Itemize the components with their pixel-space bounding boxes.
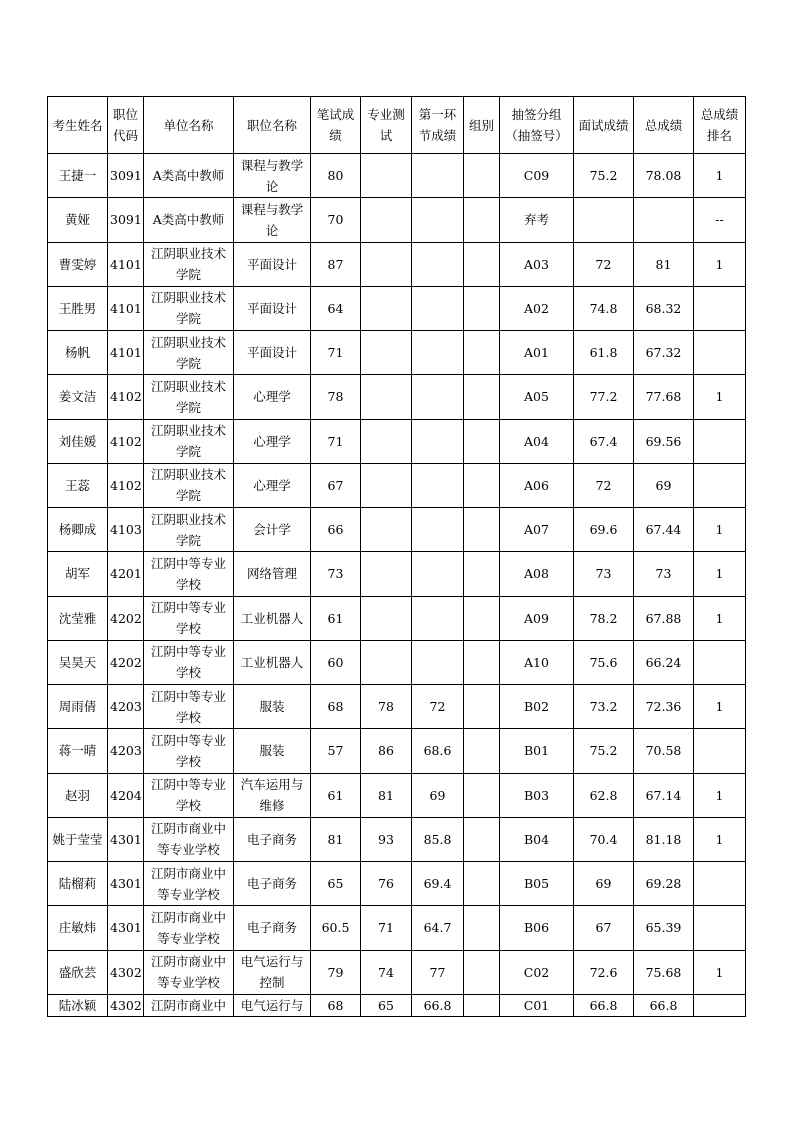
- table-cell: 71: [311, 419, 361, 463]
- table-cell: 平面设计: [234, 331, 311, 375]
- table-cell: 69.4: [412, 862, 464, 906]
- table-cell: 57: [311, 729, 361, 773]
- table-cell: 68.32: [634, 286, 694, 330]
- table-cell: 吴昊天: [48, 640, 108, 684]
- table-cell: 1: [694, 685, 746, 729]
- table-cell: B03: [500, 773, 574, 817]
- table-cell: [412, 286, 464, 330]
- table-cell: 王胜男: [48, 286, 108, 330]
- table-cell: 65: [361, 994, 412, 1016]
- table-cell: 61: [311, 773, 361, 817]
- table-row: [48, 994, 746, 1016]
- table-cell: 67.14: [634, 773, 694, 817]
- table-cell: 68: [311, 685, 361, 729]
- table-cell: [464, 154, 500, 198]
- table-cell: [361, 640, 412, 684]
- table-cell: 1: [694, 552, 746, 596]
- table-cell: 赵羽: [48, 773, 108, 817]
- table-cell: [464, 286, 500, 330]
- table-cell: 江阴职业技术学院: [144, 242, 234, 286]
- table-cell: 曹雯婷: [48, 242, 108, 286]
- table-cell: 电子商务: [234, 862, 311, 906]
- table-cell: A01: [500, 331, 574, 375]
- table-row: [48, 419, 746, 463]
- table-cell: 67.32: [634, 331, 694, 375]
- table-cell: 72.36: [634, 685, 694, 729]
- table-cell: 杨卿成: [48, 508, 108, 552]
- column-header: 总成绩: [634, 97, 694, 154]
- table-cell: B05: [500, 862, 574, 906]
- table-cell: [412, 552, 464, 596]
- table-cell: C01: [500, 994, 574, 1016]
- table-row: [48, 640, 746, 684]
- table-cell: 电气运行与: [234, 994, 311, 1016]
- table-cell: [361, 508, 412, 552]
- table-cell: 江阴中等专业学校: [144, 773, 234, 817]
- table-cell: 72: [412, 685, 464, 729]
- table-cell: 76: [361, 862, 412, 906]
- table-cell: 71: [361, 906, 412, 950]
- table-cell: [412, 198, 464, 242]
- table-cell: [464, 463, 500, 507]
- table-cell: 72: [574, 463, 634, 507]
- table-cell: 4101: [108, 331, 144, 375]
- table-cell: 4101: [108, 242, 144, 286]
- table-cell: 工业机器人: [234, 596, 311, 640]
- table-cell: 江阴中等专业学校: [144, 685, 234, 729]
- table-cell: [694, 331, 746, 375]
- table-cell: 4301: [108, 862, 144, 906]
- table-cell: 77: [412, 950, 464, 994]
- table-cell: [464, 419, 500, 463]
- table-cell: 1: [694, 508, 746, 552]
- table-cell: 69.28: [634, 862, 694, 906]
- table-cell: 江阴中等专业学校: [144, 596, 234, 640]
- table-cell: 4103: [108, 508, 144, 552]
- table-cell: 67: [311, 463, 361, 507]
- table-cell: A类高中教师: [144, 154, 234, 198]
- table-cell: 81: [361, 773, 412, 817]
- table-cell: 江阴职业技术学院: [144, 375, 234, 419]
- table-cell: [412, 596, 464, 640]
- table-cell: 4201: [108, 552, 144, 596]
- table-cell: 江阴市商业中等专业学校: [144, 817, 234, 861]
- table-row: [48, 331, 746, 375]
- table-cell: --: [694, 198, 746, 242]
- table-row: [48, 685, 746, 729]
- table-cell: 1: [694, 950, 746, 994]
- table-cell: 电子商务: [234, 906, 311, 950]
- column-header: 笔试成绩: [311, 97, 361, 154]
- table-header-row: [48, 97, 746, 154]
- table-cell: 心理学: [234, 375, 311, 419]
- table-cell: 陆榴莉: [48, 862, 108, 906]
- table-cell: [464, 331, 500, 375]
- table-cell: [412, 154, 464, 198]
- table-cell: 70: [311, 198, 361, 242]
- table-cell: 胡军: [48, 552, 108, 596]
- table-cell: 4203: [108, 685, 144, 729]
- table-cell: [361, 463, 412, 507]
- table-row: [48, 729, 746, 773]
- table-cell: [694, 419, 746, 463]
- table-cell: [361, 154, 412, 198]
- table-cell: [464, 862, 500, 906]
- table-cell: 江阴职业技术学院: [144, 331, 234, 375]
- table-cell: 67: [574, 906, 634, 950]
- table-row: [48, 286, 746, 330]
- table-row: [48, 950, 746, 994]
- table-cell: 60: [311, 640, 361, 684]
- column-header: 面试成绩: [574, 97, 634, 154]
- table-cell: 78.2: [574, 596, 634, 640]
- table-row: [48, 242, 746, 286]
- table-cell: A类高中教师: [144, 198, 234, 242]
- table-cell: 汽车运用与维修: [234, 773, 311, 817]
- table-cell: 79: [311, 950, 361, 994]
- table-cell: 73: [311, 552, 361, 596]
- table-cell: [574, 198, 634, 242]
- table-cell: 蒋一晴: [48, 729, 108, 773]
- table-cell: 77.2: [574, 375, 634, 419]
- table-cell: 67.88: [634, 596, 694, 640]
- table-cell: 66.8: [574, 994, 634, 1016]
- table-cell: 74.8: [574, 286, 634, 330]
- table-cell: 4203: [108, 729, 144, 773]
- table-cell: 姚于莹莹: [48, 817, 108, 861]
- table-cell: [361, 242, 412, 286]
- table-cell: [464, 596, 500, 640]
- table-cell: [464, 729, 500, 773]
- table-cell: [694, 640, 746, 684]
- table-cell: 刘佳媛: [48, 419, 108, 463]
- table-cell: 4102: [108, 463, 144, 507]
- table-cell: 江阴中等专业学校: [144, 729, 234, 773]
- table-cell: [361, 375, 412, 419]
- table-cell: [464, 198, 500, 242]
- table-cell: 75.2: [574, 154, 634, 198]
- table-cell: [412, 508, 464, 552]
- table-cell: [361, 331, 412, 375]
- table-cell: 66: [311, 508, 361, 552]
- table-row: [48, 552, 746, 596]
- table-cell: [464, 242, 500, 286]
- column-header: 第一环节成绩: [412, 97, 464, 154]
- table-cell: 69.6: [574, 508, 634, 552]
- table-cell: 72.6: [574, 950, 634, 994]
- table-cell: [464, 817, 500, 861]
- table-cell: A06: [500, 463, 574, 507]
- table-cell: C02: [500, 950, 574, 994]
- table-cell: B01: [500, 729, 574, 773]
- table-cell: B04: [500, 817, 574, 861]
- table-cell: 4202: [108, 640, 144, 684]
- table-cell: 77.68: [634, 375, 694, 419]
- table-cell: 73: [634, 552, 694, 596]
- table-cell: 69: [634, 463, 694, 507]
- table-cell: 江阴中等专业学校: [144, 640, 234, 684]
- table-cell: [464, 906, 500, 950]
- table-cell: 64.7: [412, 906, 464, 950]
- table-cell: [361, 286, 412, 330]
- table-cell: 81: [634, 242, 694, 286]
- table-row: [48, 817, 746, 861]
- table-cell: 1: [694, 154, 746, 198]
- table-cell: 81.18: [634, 817, 694, 861]
- table-cell: 王捷一: [48, 154, 108, 198]
- table-cell: 庄敏炜: [48, 906, 108, 950]
- table-cell: [361, 198, 412, 242]
- table-row: [48, 906, 746, 950]
- table-cell: 江阴职业技术学院: [144, 463, 234, 507]
- table-cell: 江阴市商业中: [144, 994, 234, 1016]
- table-cell: 66.8: [634, 994, 694, 1016]
- table-cell: A03: [500, 242, 574, 286]
- table-row: [48, 862, 746, 906]
- column-header: 组别: [464, 97, 500, 154]
- table-cell: [412, 419, 464, 463]
- table-cell: 4301: [108, 817, 144, 861]
- table-cell: 70.4: [574, 817, 634, 861]
- table-cell: 85.8: [412, 817, 464, 861]
- table-cell: 心理学: [234, 419, 311, 463]
- table-cell: A09: [500, 596, 574, 640]
- table-cell: [464, 640, 500, 684]
- table-cell: 65: [311, 862, 361, 906]
- table-cell: A10: [500, 640, 574, 684]
- table-cell: [412, 242, 464, 286]
- table-cell: A07: [500, 508, 574, 552]
- table-cell: 68.6: [412, 729, 464, 773]
- table-cell: 4302: [108, 994, 144, 1016]
- table-cell: 61.8: [574, 331, 634, 375]
- column-header: 考生姓名: [48, 97, 108, 154]
- table-cell: 4102: [108, 419, 144, 463]
- table-cell: 71: [311, 331, 361, 375]
- table-cell: 电子商务: [234, 817, 311, 861]
- table-cell: [694, 463, 746, 507]
- table-cell: 62.8: [574, 773, 634, 817]
- table-cell: 86: [361, 729, 412, 773]
- table-cell: 75.6: [574, 640, 634, 684]
- table-cell: 姜文洁: [48, 375, 108, 419]
- table-row: [48, 154, 746, 198]
- table-cell: 80: [311, 154, 361, 198]
- table-row: [48, 198, 746, 242]
- table-cell: 66.8: [412, 994, 464, 1016]
- table-cell: 60.5: [311, 906, 361, 950]
- table-row: [48, 375, 746, 419]
- table-cell: 4302: [108, 950, 144, 994]
- table-cell: 黄娅: [48, 198, 108, 242]
- table-cell: [464, 685, 500, 729]
- table-cell: 服装: [234, 685, 311, 729]
- table-cell: 61: [311, 596, 361, 640]
- table-row: [48, 596, 746, 640]
- table-cell: 江阴职业技术学院: [144, 286, 234, 330]
- table-cell: [694, 906, 746, 950]
- table-cell: 78: [361, 685, 412, 729]
- column-header: 职位代码: [108, 97, 144, 154]
- table-cell: [361, 419, 412, 463]
- column-header: 专业测试: [361, 97, 412, 154]
- table-cell: 1: [694, 817, 746, 861]
- table-cell: 心理学: [234, 463, 311, 507]
- table-cell: 67.44: [634, 508, 694, 552]
- table-cell: [464, 994, 500, 1016]
- table-cell: 3091: [108, 154, 144, 198]
- table-cell: 65.39: [634, 906, 694, 950]
- table-cell: [694, 862, 746, 906]
- table-cell: 江阴市商业中等专业学校: [144, 950, 234, 994]
- table-cell: [634, 198, 694, 242]
- table-cell: 服装: [234, 729, 311, 773]
- table-cell: 68: [311, 994, 361, 1016]
- table-cell: 66.24: [634, 640, 694, 684]
- table-cell: 74: [361, 950, 412, 994]
- table-cell: 1: [694, 242, 746, 286]
- table-cell: C09: [500, 154, 574, 198]
- table-cell: 81: [311, 817, 361, 861]
- table-cell: 75.68: [634, 950, 694, 994]
- table-cell: 4102: [108, 375, 144, 419]
- table-cell: 陆冰颖: [48, 994, 108, 1016]
- table-cell: 杨帆: [48, 331, 108, 375]
- table-cell: 课程与教学论: [234, 198, 311, 242]
- table-cell: 江阴市商业中等专业学校: [144, 862, 234, 906]
- table-cell: 盛欣芸: [48, 950, 108, 994]
- table-cell: A08: [500, 552, 574, 596]
- table-cell: 75.2: [574, 729, 634, 773]
- table-cell: 3091: [108, 198, 144, 242]
- table-cell: 72: [574, 242, 634, 286]
- table-cell: 93: [361, 817, 412, 861]
- table-cell: 70.58: [634, 729, 694, 773]
- table-cell: B02: [500, 685, 574, 729]
- table-cell: [412, 640, 464, 684]
- table-cell: 工业机器人: [234, 640, 311, 684]
- table-cell: 江阴市商业中等专业学校: [144, 906, 234, 950]
- table-cell: 会计学: [234, 508, 311, 552]
- table-cell: 王蕊: [48, 463, 108, 507]
- table-cell: 1: [694, 773, 746, 817]
- table-cell: 78.08: [634, 154, 694, 198]
- table-cell: 69: [574, 862, 634, 906]
- table-cell: 73.2: [574, 685, 634, 729]
- table-cell: [412, 375, 464, 419]
- table-cell: 沈莹雅: [48, 596, 108, 640]
- column-header: 总成绩排名: [694, 97, 746, 154]
- table-cell: [464, 375, 500, 419]
- table-cell: A05: [500, 375, 574, 419]
- table-cell: 69: [412, 773, 464, 817]
- table-cell: 电气运行与控制: [234, 950, 311, 994]
- table-cell: [694, 729, 746, 773]
- column-header: 单位名称: [144, 97, 234, 154]
- table-cell: 67.4: [574, 419, 634, 463]
- table-cell: B06: [500, 906, 574, 950]
- table-cell: A04: [500, 419, 574, 463]
- table-cell: [464, 950, 500, 994]
- score-table: [47, 96, 746, 1017]
- table-cell: 江阴职业技术学院: [144, 419, 234, 463]
- table-cell: 江阴职业技术学院: [144, 508, 234, 552]
- table-cell: 4101: [108, 286, 144, 330]
- table-cell: [694, 286, 746, 330]
- table-cell: 1: [694, 596, 746, 640]
- table-cell: 73: [574, 552, 634, 596]
- table-cell: 平面设计: [234, 286, 311, 330]
- table-cell: 平面设计: [234, 242, 311, 286]
- table-cell: [361, 552, 412, 596]
- table-cell: 网络管理: [234, 552, 311, 596]
- table-row: [48, 463, 746, 507]
- table-cell: [694, 994, 746, 1016]
- table-cell: 4204: [108, 773, 144, 817]
- table-row: [48, 773, 746, 817]
- table-cell: 弃考: [500, 198, 574, 242]
- table-cell: 78: [311, 375, 361, 419]
- table-cell: [464, 508, 500, 552]
- table-cell: 1: [694, 375, 746, 419]
- table-cell: [412, 331, 464, 375]
- table-cell: 课程与教学论: [234, 154, 311, 198]
- table-cell: [361, 596, 412, 640]
- table-cell: [412, 463, 464, 507]
- table-row: [48, 508, 746, 552]
- column-header: 职位名称: [234, 97, 311, 154]
- table-cell: 4301: [108, 906, 144, 950]
- table-cell: 周雨倩: [48, 685, 108, 729]
- table-cell: A02: [500, 286, 574, 330]
- table-cell: 江阴中等专业学校: [144, 552, 234, 596]
- column-header: 抽签分组（抽签号）: [500, 97, 574, 154]
- table-cell: 69.56: [634, 419, 694, 463]
- table-cell: 64: [311, 286, 361, 330]
- table-cell: 4202: [108, 596, 144, 640]
- table-cell: 87: [311, 242, 361, 286]
- table-cell: [464, 552, 500, 596]
- table-cell: [464, 773, 500, 817]
